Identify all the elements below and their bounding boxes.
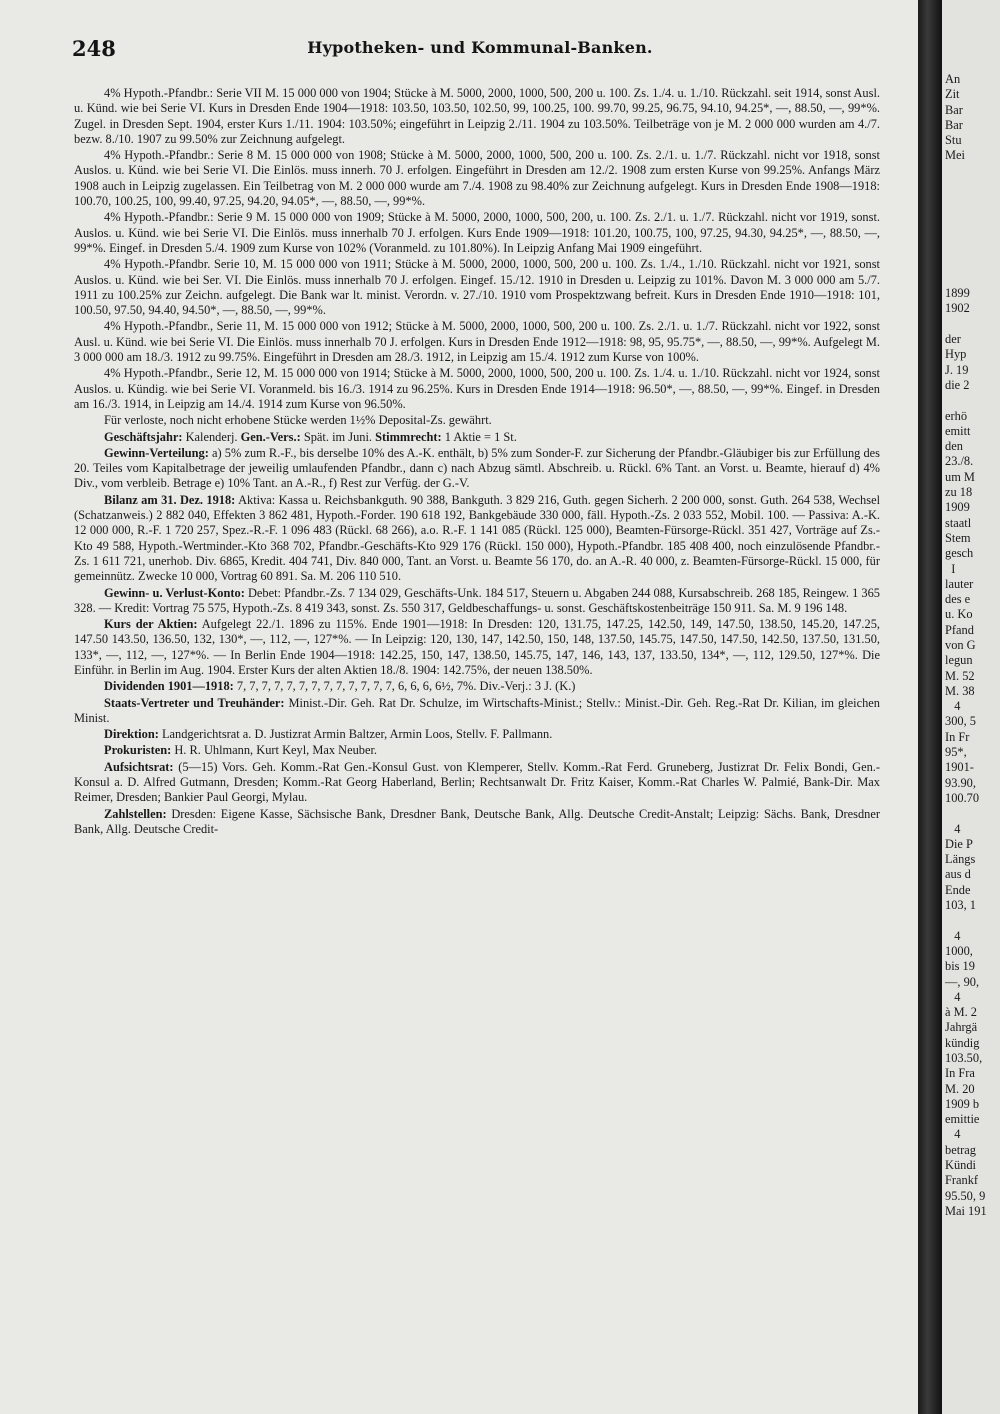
section-text: (5—15) Vors. Geh. Komm.-Rat Gen.-Konsul Gust. von Klemperer, Stellv. Komm.-Rat Ferd. Gruneberg, Justizrat Dr. Felix Bondi, Gen.-Konsul a. D. Alfred Gutmann, Dresden; Komm.-Rat Georg Haberland, Berlin; Rechtsanwalt Dr. Fritz Kaiser, Komm.-Rat Charles W. Palmié, Bank-Dir. Max Reimer, Dresden; Bankier Paul Georgi, Mylau. xyxy=(74,759,880,805)
page-number: 248 xyxy=(72,36,116,61)
section-label: Dividenden 1901—1918: xyxy=(104,679,234,694)
section-label: Bilanz am 31. Dez. 1918: xyxy=(104,492,236,507)
body-text xyxy=(74,86,880,838)
section-label: Gewinn- u. Verlust-Konto: xyxy=(104,585,245,600)
section-label: Gen.-Vers.: xyxy=(240,429,301,444)
section-text: Landgerichtsrat a. D. Justizrat Armin Baltzer, Armin Loos, Stellv. F. Pallmann. xyxy=(161,727,553,742)
section-dividenden xyxy=(74,679,880,694)
paragraph-serie-11: 4% Hypoth.-Pfandbr., Serie 11, M. 15 000 000 von 1912; Stücke à M. 5000, 2000, 1000, 500, 200 u. 100. Zs. 2./1. u. 1./7. Rückzahl. nicht vor 1922, sonst Ausl. u. Künd. wie bei Serie VI. Die Einlös. muss innerhalb 70 J. erfolgen. Kurs in Dresden Ende 1912—1918: 98, 95, 95.75*, —, 88.50, —, 99*%. Aufgelegt M. 3 000 000 am 18./3. 1912 zu 99.75%. Eingeführt in Dresden am 28./3. 1912, in Leipzig am 15./4. 1912 zum Kurse von 100%. xyxy=(74,319,880,365)
section-label: Staats-Vertreter und Treuhänder: xyxy=(104,695,285,710)
paragraph-serie-8: 4% Hypoth.-Pfandbr.: Serie 8 M. 15 000 000 von 1908; Stücke à M. 5000, 2000, 1000, 500, 200 u. 100. Zs. 2./1. u. 1./7. Rückzahl. nicht vor 1918, sonst Auslos. u. Künd. wie bei Serie VI. Die Einlös. muss innerh. 70 J. erfolgen. Eingeführt in Dresden am 12./2. 1908 zum ersten Kurse von 99.25%. Anfangs März 1908 auch in Leipzig zugelassen. Ein Teilbetrag von M. 2 000 000 wurde am 7./4. 1908 zu 98.40% zur Zeichnung aufgelegt. Kurs in Dresden Ende 1908—1918: 100.70, 100.25, 100, 99.40, 97.25, 94.20, 94.05*, —, 88.50, —, 99*%. xyxy=(74,148,880,209)
paragraph-serie-9: 4% Hypoth.-Pfandbr.: Serie 9 M. 15 000 000 von 1909; Stücke à M. 5000, 2000, 1000, 500, 200, u. 100. Zs. 2./1. u. 1./7. Rückzahl. nicht vor 1919, sonst. Auslos. u. Künd. wie bei Serie VI. Die Einlös. muss innerhalb 70 J. erfolgen. Kurs Ende 1909—1918: 101.20, 100.75, 100, 97.25, 94.30, 94.25*, —, 88.50, —, 99*%. Eingef. in Dresden 5./4. 1909 zum Kurse von 102% (Voranmeld. zu 101.80%). In Leipzig Anfang Mai 1909 eingeführt. xyxy=(74,210,880,255)
section-label: Prokuristen: xyxy=(104,743,172,758)
section-aufsichtsrat xyxy=(74,760,880,806)
page-header xyxy=(72,36,888,66)
adjacent-page-text: An Zit Bar Bar Stu Mei 1899 1902 der Hyp J. 19 die 2 erhö emitt den 23./8. um M zu 18 1909 staatl Stem gesch I lauter des e u. Ko Pfand von G legun M. 52 M. 38 4 300, 5 In Fr 95*, 1901- 93.90, 100.70 4 Die P Längs aus d Ende 103, 1 4 1000, bis 19 —, 90, 4 à M. 2 Jahrgä kündig 103.50, In Fra M. 20 1909 b emittie 4 betrag Kündi Frankf 95.50, 9 Mai 191 xyxy=(945,72,987,1218)
section-text: Spät. im Juni. xyxy=(303,429,376,444)
adjacent-page xyxy=(942,0,1000,1414)
section-text: 1 Aktie = 1 St. xyxy=(444,429,517,444)
section-text: Aktiva: Kassa u. Reichsbankguth. 90 388, Bankguth. 3 829 216, Guth. gegen Sicherh. 2 200 000, sonst. Guth. 264 538, Wechsel (Schatzanweis.) 2 882 040, Effekten 3 862 481, Hypoth.-Forder. 190 618 192, Bankgebäude 330 000, fäll. Hypoth.-Zs. 2 033 552, Mobil. 100. — Passiva: A.-K. 12 000 000, R.-F. 1 720 257, Spez.-R.-F. 1 096 483 (Rückl. 68 266), a.o. R.-F. 1 141 085 (Rückl. 125 000), Beamten-Fürsorge-Rückl. 351 427, Vorträge auf Zs.-Kto 49 588, Hypoth.-Wertminder.-Kto 368 702, Pfandbr.-Geschäfts-Kto 929 176 (Rückl. 150 000), Hypoth.-Pfandbr. 185 408 400, noch einzulösende Pfandbr.-Zs. 1 611 721, unerhob. Div. 6865, Kredit. 404 741, Div. 840 000, Tant. an Vorst. u. Beamte 56 170, do. an A.-R. 40 000, z. Beamten-Fürsorge-Rückl. 15 000, für gemeinnütz. Zwecke 10 000, Vortrag 60 891. Sa. M. 206 110 510. xyxy=(74,492,881,584)
section-gewinn-verlust xyxy=(74,586,880,617)
section-kurs-aktien xyxy=(74,617,880,678)
paragraph-serie-10: 4% Hypoth.-Pfandbr. Serie 10, M. 15 000 000 von 1911; Stücke à M. 5000, 2000, 1000, 500, 200 u. 100. Zs. 1./4., 1./10. Rückzahl. nicht vor 1921, sonst Auslos. u. Künd. wie bei Ser. VI. Die Einlös. muss innerhalb 70 J. erfolgen. Eingef. 15./12. 1910 in Dresden u. Leipzig zu 101%. Davon M. 3 000 000 am 5./7. 1911 zu 100.25% zur Zeichn. aufgelegt. Die Bank war lt. minist. Verordn. v. 27./10. 1910 vom Prospektzwang befreit. Kurs in Dresden Ende 1910—1918: 101, 100.50, 97.50, 94.40, 94.50*, —, 88.50, —, 99*%. xyxy=(74,257,880,318)
section-gewinn-verteilung xyxy=(74,446,880,492)
section-label: Kurs der Aktien: xyxy=(104,617,198,632)
section-zahlstellen xyxy=(74,807,880,838)
section-text: Debet: Pfandbr.-Zs. 7 134 029, Geschäfts-Unk. 184 517, Steuern u. Abgaben 244 088, Kursabschreib. 268 185, Reingew. 1 365 328. — Kredit: Vortrag 75 575, Hypoth.-Zs. 8 419 343, sonst. Zs. 550 317, Geldbeschaffungs- u. sonst. Geschäftskostenbeiträge 150 911. Sa. M. 9 196 148. xyxy=(74,585,880,615)
section-text: Aufgelegt 22./1. 1896 zu 115%. Ende 1901—1918: In Dresden: 120, 131.75, 147.25, 142.50, 149, 147.50, 138.50, 145.20, 147.25, 147.50 143.50, 136.50, 132, 130*, —, 112, —, 127*%. — In Leipzig: 120, 130, 147, 142.50, 150, 148, 137.50, 145.75, 147.50, 147.50, 142.50, 137.50, 131.50, 133*, —, 112, —, 127*%. — In Berlin Ende 1904—1918: 142.25, 150, 147, 138.50, 145.75, 147, 146, 143, 137, 133.50, 134*, —, 112, 129.50, 127*%. Die Einführ. in Berlin im Aug. 1904. Erster Kurs der alten Aktien 18./8. 1904: 142.75%, der neuen 138.50%. xyxy=(74,617,880,677)
section-bilanz xyxy=(74,493,880,585)
section-text: a) 5% zum R.-F., bis derselbe 10% des A.-K. enthält, b) 5% zum Sonder-F. zur Sicherung der Pfandbr.-Gläubiger bis zur Erfüllung des 20. Teiles vom Kapitalbetrage der jeweilig umlaufenden Pfandbr., dann c) nach Abzug sämtl. Abschreib. u. Rückl. 6% Tant. an Vorst. u. Beamte, hierauf d) 4% Div., vom verbleib. Betrage e) 10% Tant. an A.-R., f) Rest zur Verfüg. der G.-V. xyxy=(74,445,880,491)
section-staats-vertreter xyxy=(74,696,880,727)
section-geschaeftsjahr xyxy=(74,430,880,445)
section-label: Geschäftsjahr: xyxy=(104,429,183,444)
paragraph-serie-vii: 4% Hypoth.-Pfandbr.: Serie VII M. 15 000 000 von 1904; Stücke à M. 5000, 2000, 1000, 500, 200 u. 100. Zs. 1./4. u. 1./10. Rückzahl. seit 1914, sonst Ausl. u. Künd. wie bei Serie VI. Kurs in Dresden Ende 1904—1918: 103.50, 103.50, 102.50, 99, 100.25, 100. 99.70, 99.25, 96.75, 94.10, 94.25*, —, 88.50, —, 99*%. Zugel. in Dresden Sept. 1904, erster Kurs 1./11. 1904: 103.50%; eingeführt in Leipzig 2./11. 1904 zu 103.50%. Teilbeträge von je M. 2 000 000 wurden am 4./7. bezw. 8./10. 1907 zu 99.50% zur Zeichnung aufgelegt. xyxy=(74,86,880,146)
section-label: Direktion: xyxy=(104,727,159,742)
section-text: H. R. Uhlmann, Kurt Keyl, Max Neuber. xyxy=(174,743,378,758)
section-label: Zahlstellen: xyxy=(104,806,167,821)
paragraph-serie-12: 4% Hypoth.-Pfandbr., Serie 12, M. 15 000 000 von 1914; Stücke à M. 5000, 2000, 1000, 500, 200 u. 100. Zs. 1./4. u. 1./10. Rückzahl. nicht vor 1924, sonst Auslos. u. Kündig. wie bei Serie VI. Voranmeld. bis 16./3. 1914 zu 96.25%. Kurs in Dresden Ende 1914—1918: 96.50*, —, 88.50, —, 99*%. Eingef. in Dresden am 16./3. 1914, in Leipzig am 14./4. 1914 zum Kurse von 96.50%. xyxy=(74,366,880,411)
section-direktion xyxy=(74,727,880,742)
section-text: Minist.-Dir. Geh. Rat Dr. Schulze, im Wirtschafts-Minist.; Stellv.: Minist.-Dir. Geh. Reg.-Rat Dr. Kilian, im gleichen Minist. xyxy=(74,695,881,725)
section-text: 7, 7, 7, 7, 7, 7, 7, 7, 7, 7, 7, 7, 7, 6, 6, 6, 6½, 7%. Div.-Verj.: 3 J. (K.) xyxy=(236,679,576,694)
section-text: Kalenderj. xyxy=(185,429,241,444)
book-gutter xyxy=(918,0,942,1414)
section-label: Aufsichtsrat: xyxy=(104,759,174,774)
section-text: Dresden: Eigene Kasse, Sächsische Bank, Dresdner Bank, Deutsche Bank, Allg. Deutsche Credit-Anstalt; Leipzig: Sächs. Bank, Dresdner Bank, Allg. Deutsche Credit- xyxy=(74,806,880,836)
section-prokuristen xyxy=(74,743,880,758)
paragraph-verloste: Für verloste, noch nicht erhobene Stücke werden 1½% Deposital-Zs. gewährt. xyxy=(104,413,492,428)
running-head: Hypotheken- und Kommunal-Banken. xyxy=(307,38,653,57)
section-label: Stimmrecht: xyxy=(375,429,442,444)
section-label: Gewinn-Verteilung: xyxy=(104,445,209,460)
